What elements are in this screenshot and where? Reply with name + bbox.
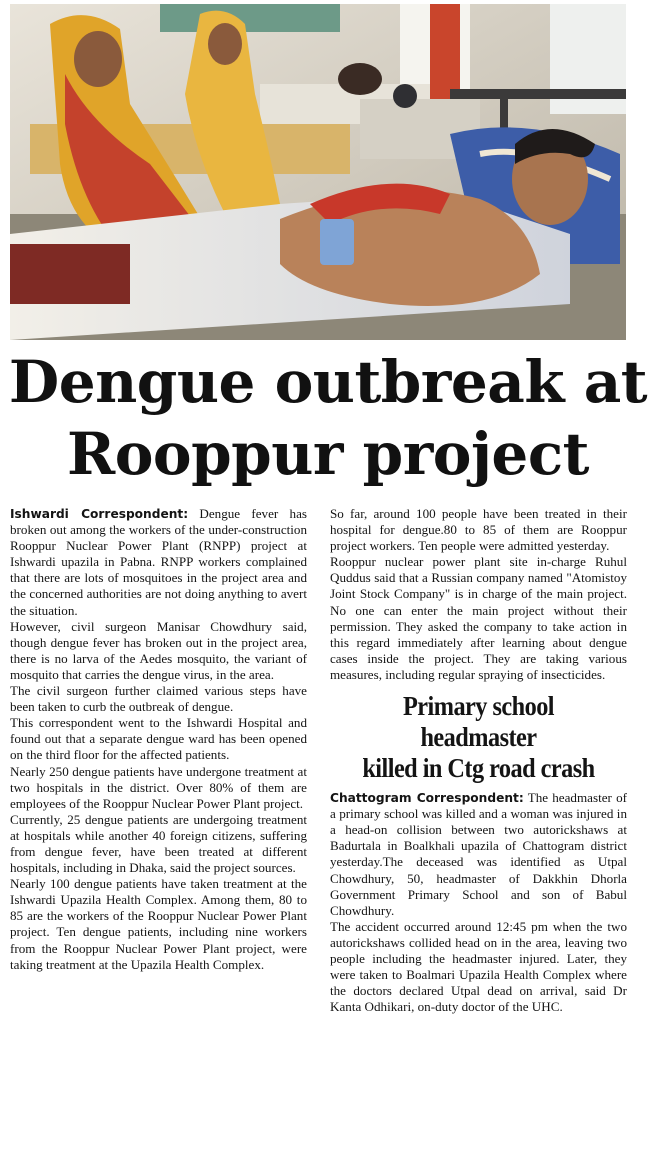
article2-headline — [345, 691, 612, 784]
news-photo — [10, 4, 626, 340]
article1-paragraph-3: The civil surgeon further claimed various steps have been taken to curb the outbreak of dengue. — [10, 683, 307, 715]
article2-headline-line-1: Primary school headmaster — [402, 691, 555, 753]
hospital-ward-photo-icon — [10, 4, 626, 340]
article2-paragraph-1 — [330, 790, 627, 919]
article2-paragraph-2: The accident occurred around 12:45 pm when the two autorickshaws collided head on in the area, leaving two people including the headmaster injured. Later, they were taken to Boalmari Upazila Health Complex where the doctors declared Utpal dead on arrival, said Dr Kanta Odhikari, on-duty doctor of the UHC. — [330, 918, 627, 1015]
article1-paragraph-1 — [10, 506, 307, 619]
article1-paragraph-9: Rooppur nuclear power plant site in-charge Ruhul Quddus said that a Russian company named "Atomistoy Joint Stock Company" is in charge of the main project. No one can enter the main project without their permission. They asked the company to take action in this regard immediately after learning about dengue cases inside the project. They are taking various measures, including regular spraying of insecticides. — [330, 554, 627, 682]
article2-byline: Chattogram Correspondent: — [330, 791, 524, 806]
article1-paragraph-5: Nearly 250 dengue patients have undergone treatment at two hospitals in the district. Over 80% of them are employees of the Rooppur Nuclear Power Plant project. — [10, 763, 307, 811]
headline-line-1: Dengue outbreak at — [8, 348, 648, 416]
left-column — [10, 506, 307, 1166]
right-column — [330, 506, 627, 1166]
article1-paragraph-2: However, civil surgeon Manisar Chowdhury said, though dengue fever has broken out in the project area, there is no larva of the Aedes mosquito, the variant of mosquito that carries the dengue virus, in the area. — [10, 618, 307, 682]
headline-line-2: Rooppur project — [67, 420, 589, 488]
article-columns — [10, 506, 627, 1166]
article1-paragraph-8: So far, around 100 people have been treated in their hospital for dengue.80 to 85 of them are Rooppur project workers. Ten people were admitted yesterday. — [330, 506, 627, 554]
article2-headline-line-2: killed in Ctg road crash — [362, 753, 595, 784]
page-headline — [0, 346, 656, 496]
article1-paragraph-7: Nearly 100 dengue patients have taken treatment at the Ishwardi Upazila Health Complex. Among them, 80 to 85 are the workers of the Rooppur Nuclear Power Plant project. Ten dengue patients, including nine workers from the Rooppur Nuclear Power Plant project, were taking treatment at the Upazila Health Complex. — [10, 876, 307, 972]
article1-p1-text: Dengue fever has broken out among the workers of the under-construction Rooppur Nuclear Power Plant (RNPP) project at Ishwardi upazila in Pabna. RNPP workers complained that there are lots of mosquitoes in the project area and the concerned authorities are not doing anything to avert the situation. — [10, 506, 307, 618]
article1-paragraph-6: Currently, 25 dengue patients are undergoing treatment at hospitals while another 40 foreign citizens, suffering from dengue fever, have been treated at different hospitals, including in Dhaka, said the project sources. — [10, 811, 307, 876]
article2-p1-text: The headmaster of a primary school was killed and a woman was injured in a head-on collision between two autorickshaws at Badurtala in Boalkhali upazila of Chattogram district yesterday.The deceased was identified as Utpal Chowdhury, 50, headmaster of Dakkhin Dhorla Government Primary School and son of Babul Chowdhury. — [330, 790, 627, 918]
article1-byline: Ishwardi Correspondent: — [10, 507, 189, 521]
article1-paragraph-4: This correspondent went to the Ishwardi Hospital and found out that a separate dengue ward has been opened on the third floor for the affected patients. — [10, 715, 307, 763]
